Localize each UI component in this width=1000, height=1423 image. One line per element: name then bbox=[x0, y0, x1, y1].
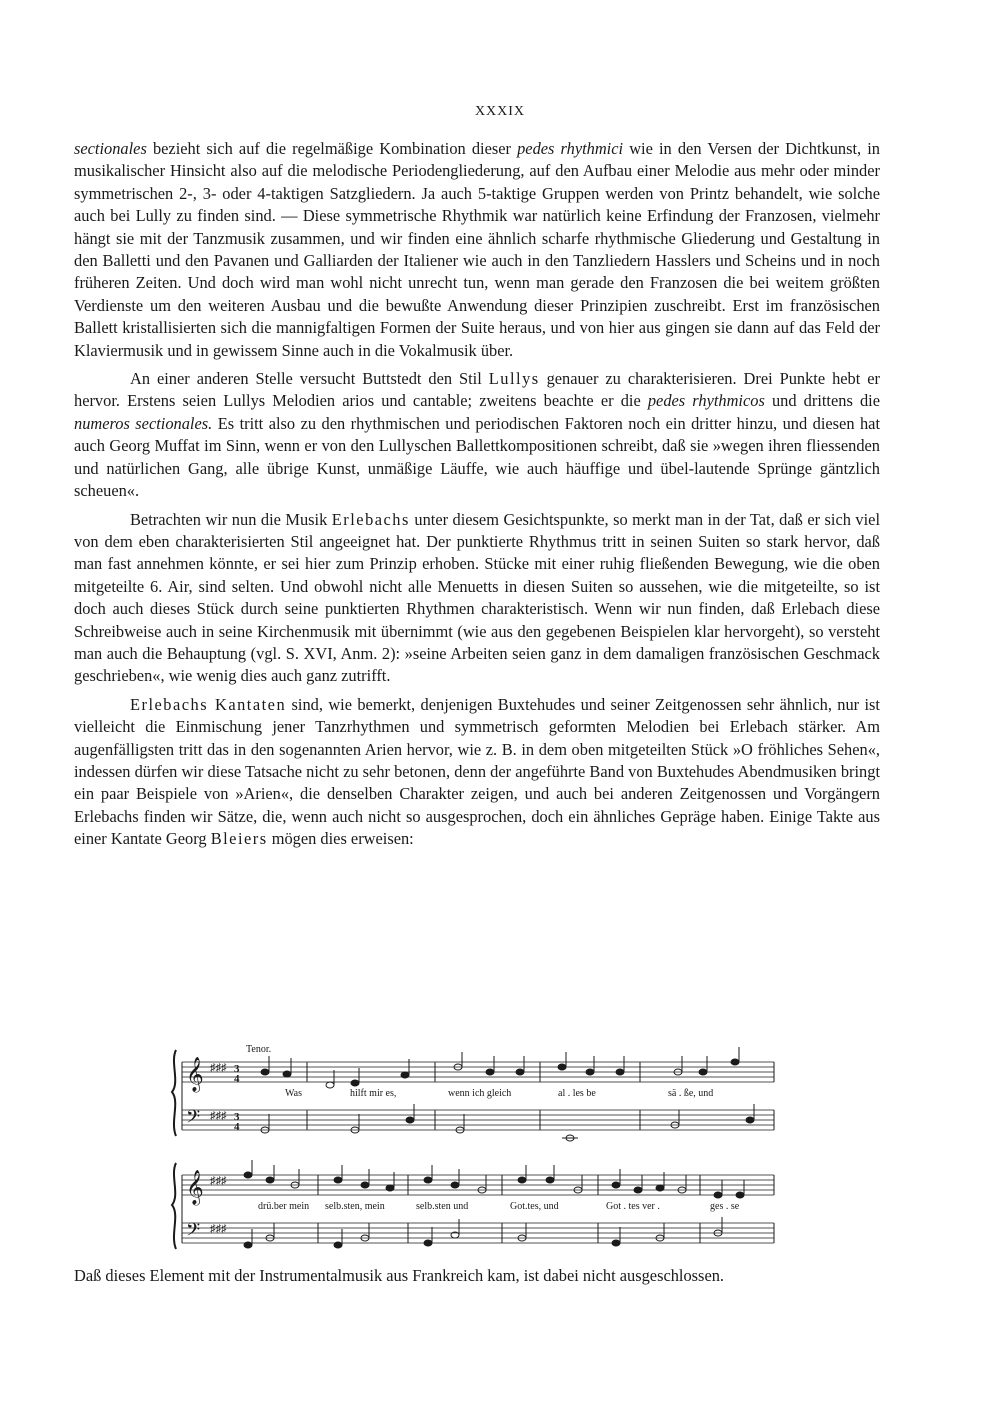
text-run: genauer zu charakterisieren. Drei Punkte hebt er hervor. Erstens seien Lullys Melodien arios und cantable; zweitens beachte er die bbox=[74, 369, 880, 411]
lyric-3: selb.sten und bbox=[416, 1201, 469, 1212]
text-run: pedes rhythmici bbox=[517, 139, 624, 158]
time-signature-treble: 3 bbox=[234, 1063, 240, 1075]
text-run: Es tritt also zu den rhythmischen und periodischen Faktoren noch ein dritter hinzu, und diesen hat auch Georg Muffat im Sinn, wenn er von den Lullyschen Ballettkompositionen schreibt, daß sie »wegen ihren fliessenden und natürlichen Gang, alle übrige Kunst, unmäßige Läuffe, wie auch häuffige und übel-lautende Sprünge gäntzlich scheuen«. bbox=[74, 413, 880, 501]
music-example-system-2 bbox=[170, 1155, 780, 1255]
text-run: pedes rhythmicos bbox=[647, 391, 765, 411]
lyric-1: Was bbox=[285, 1088, 302, 1099]
bass-staff bbox=[182, 1223, 774, 1243]
score-system-1 bbox=[170, 1042, 780, 1142]
lyric-5: sä . ße, und bbox=[668, 1088, 714, 1099]
text-run: sind, wie bemerkt, denjenigen Buxtehudes und seiner Zeitgenossen sehr ähnlich, nur ist vielleicht die Einmischung jener Tanzrhythmen und symmetrisch geformten Melodien bei Erlebach stärker. Am augenfälligsten tritt das in den sogenannten Arien hervor, wie z. B. in dem oben mitgeteilten Stück »O fröhliches Sehen«, indessen dürfen wir diese Tatsache nicht zu sehr betonen, denn der angeführte Band von Buxtehudes Abendmusiken bringt ein paar Beispiele von »Arien«, die denselben Charakter zeigen, und auch bei anderen Zeitgenossen und Vorgängern Erlebachs finden wir Sätze, die, wenn auch nicht so ausgesprochen, doch ein ähnliches Gepräge haben. Einige Takte aus einer Kantate Georg bbox=[74, 694, 880, 849]
text-run: und drittens die bbox=[764, 391, 880, 411]
bass-notes bbox=[261, 1104, 754, 1141]
treble-clef-icon: 𝄞 bbox=[186, 1058, 204, 1091]
treble-notes bbox=[244, 1160, 744, 1198]
text-run: Bleiers bbox=[210, 829, 268, 849]
bass-clef-icon: 𝄢 bbox=[186, 1106, 201, 1131]
bass-staff bbox=[182, 1110, 774, 1130]
paragraph bbox=[74, 509, 880, 688]
body-text bbox=[74, 138, 880, 857]
text-run: An einer anderen Stelle versucht Buttstedt den Stil bbox=[130, 369, 489, 389]
bass-clef-icon: 𝄢 bbox=[186, 1219, 201, 1244]
key-signature-treble: ♯♯♯ bbox=[210, 1062, 227, 1074]
text-run: numeros sectionales. bbox=[74, 413, 213, 433]
lyric-2: selb.sten, mein bbox=[325, 1201, 385, 1212]
closing-sentence: Daß dieses Element mit der Instrumentalmusik aus Frankreich kam, ist dabei nicht ausgeschlossen. bbox=[74, 1266, 725, 1285]
lyric-4: Got.tes, und bbox=[510, 1201, 559, 1212]
text-run: bezieht sich auf die regelmäßige Kombination dieser bbox=[146, 139, 518, 158]
text-run: wie in den Versen der Dichtkunst, in musikalischer Hinsicht also auf die melodische Periodengliederung, auf den Aufbau einer Melodie aus mehr oder minder symmetrischen 2-, 3- oder 4-taktigen Satzgliedern. Ja auch 5-taktige Gruppen werden von Printz behandelt, wie solche auch bei Lully zu finden sind. — Diese symmetrische Rhythmik war natürlich keine Erfindung der Franzosen, vielmehr hängt sie mit der Tanzmusik zusammen, und wir finden eine ähnlich scharfe rhythmische Gliederung und Gestaltung in den Balletti und den Pavanen und Galliarden der Italiener wie auch in den Tanzliedern Hasslers und Scheins und in noch früheren Zeiten. Und doch wird man wohl nicht unrecht tun, wenn man gerade den Franzosen die bei weitem größten Verdienste um den weiteren Ausbau und die bewußte Anwendung dieser Prinzipien zuschreibt. Erst im französischen Ballett kristallisierten sich die mannigfaltigen Formen der Suite heraus, und von hier aus gingen sie dann auf das Feld der Klaviermusik und in gewissem Sinne auch in die Vokalmusik über. bbox=[74, 139, 880, 360]
text-run: mögen dies erweisen: bbox=[267, 829, 414, 849]
text-run: Erlebachs bbox=[331, 509, 410, 529]
page-number: XXXIX bbox=[474, 104, 526, 119]
key-signature-bass: ♯♯♯ bbox=[210, 1110, 227, 1122]
key-signature-bass: ♯♯♯ bbox=[210, 1223, 227, 1235]
time-signature-bass-lower: 4 bbox=[234, 1121, 240, 1133]
treble-staff bbox=[182, 1062, 774, 1082]
text-run: Erlebachs Kantaten bbox=[130, 694, 287, 714]
system-brace bbox=[172, 1050, 176, 1136]
text-run: Betrachten wir nun die Musik bbox=[130, 509, 332, 529]
text-run: unter diesem Gesichtspunkte, so merkt man in der Tat, daß er sich viel von dem eben charakterisierten Stil angeeignet hat. Der punktierte Rhythmus tritt in seinen Suiten so stark hervor, daß man fast annehmen könnte, er sei hier zum Prinzip erhoben. Stücke mit einer ruhig fließenden Bewegung, wie die oben mitgeteilte 6. Air, sind selten. Und obwohl nicht alle Menuetts in diesen Suiten so aussehen, wie die mitgeteilte, so ist doch auch dieses Stück durch seine punktierten Rhythmen charakteristisch. Wenn wir nun finden, daß Erlebach diese Schreibweise auch in seine Kirchenmusik mit übernimmt (wie aus den gegebenen Beispielen klar hervorgeht), so versteht man auch die Behauptung (vgl. S. XVI, Anm. 2): »seine Arbeiten seien ganz in dem damaligen französischen Geschmack geschrieben«, wie wenig dies auch ganz zutrifft. bbox=[74, 509, 880, 686]
voice-label: Tenor. bbox=[246, 1044, 272, 1055]
time-signature-treble-lower: 4 bbox=[234, 1073, 240, 1085]
music-example-system-1 bbox=[170, 1042, 780, 1142]
text-run: Lullys bbox=[488, 369, 540, 389]
system-brace bbox=[172, 1163, 176, 1249]
lyric-5: Got . tes ver . bbox=[606, 1201, 660, 1212]
paragraph bbox=[74, 138, 880, 362]
paragraph bbox=[74, 694, 880, 851]
score-system-2 bbox=[170, 1155, 780, 1255]
paragraph bbox=[74, 368, 880, 502]
text-run: sectionales bbox=[74, 139, 147, 158]
key-signature-treble: ♯♯♯ bbox=[210, 1175, 227, 1187]
lyric-3: wenn ich gleich bbox=[448, 1088, 512, 1099]
lyric-6: ges . se bbox=[710, 1201, 740, 1212]
lyric-4: al . les be bbox=[558, 1088, 596, 1099]
lyric-1: drü.ber mein bbox=[258, 1201, 310, 1212]
time-signature-bass: 3 bbox=[234, 1111, 240, 1123]
treble-clef-icon: 𝄞 bbox=[186, 1171, 204, 1204]
lyric-2: hilft mir es, bbox=[350, 1088, 397, 1099]
